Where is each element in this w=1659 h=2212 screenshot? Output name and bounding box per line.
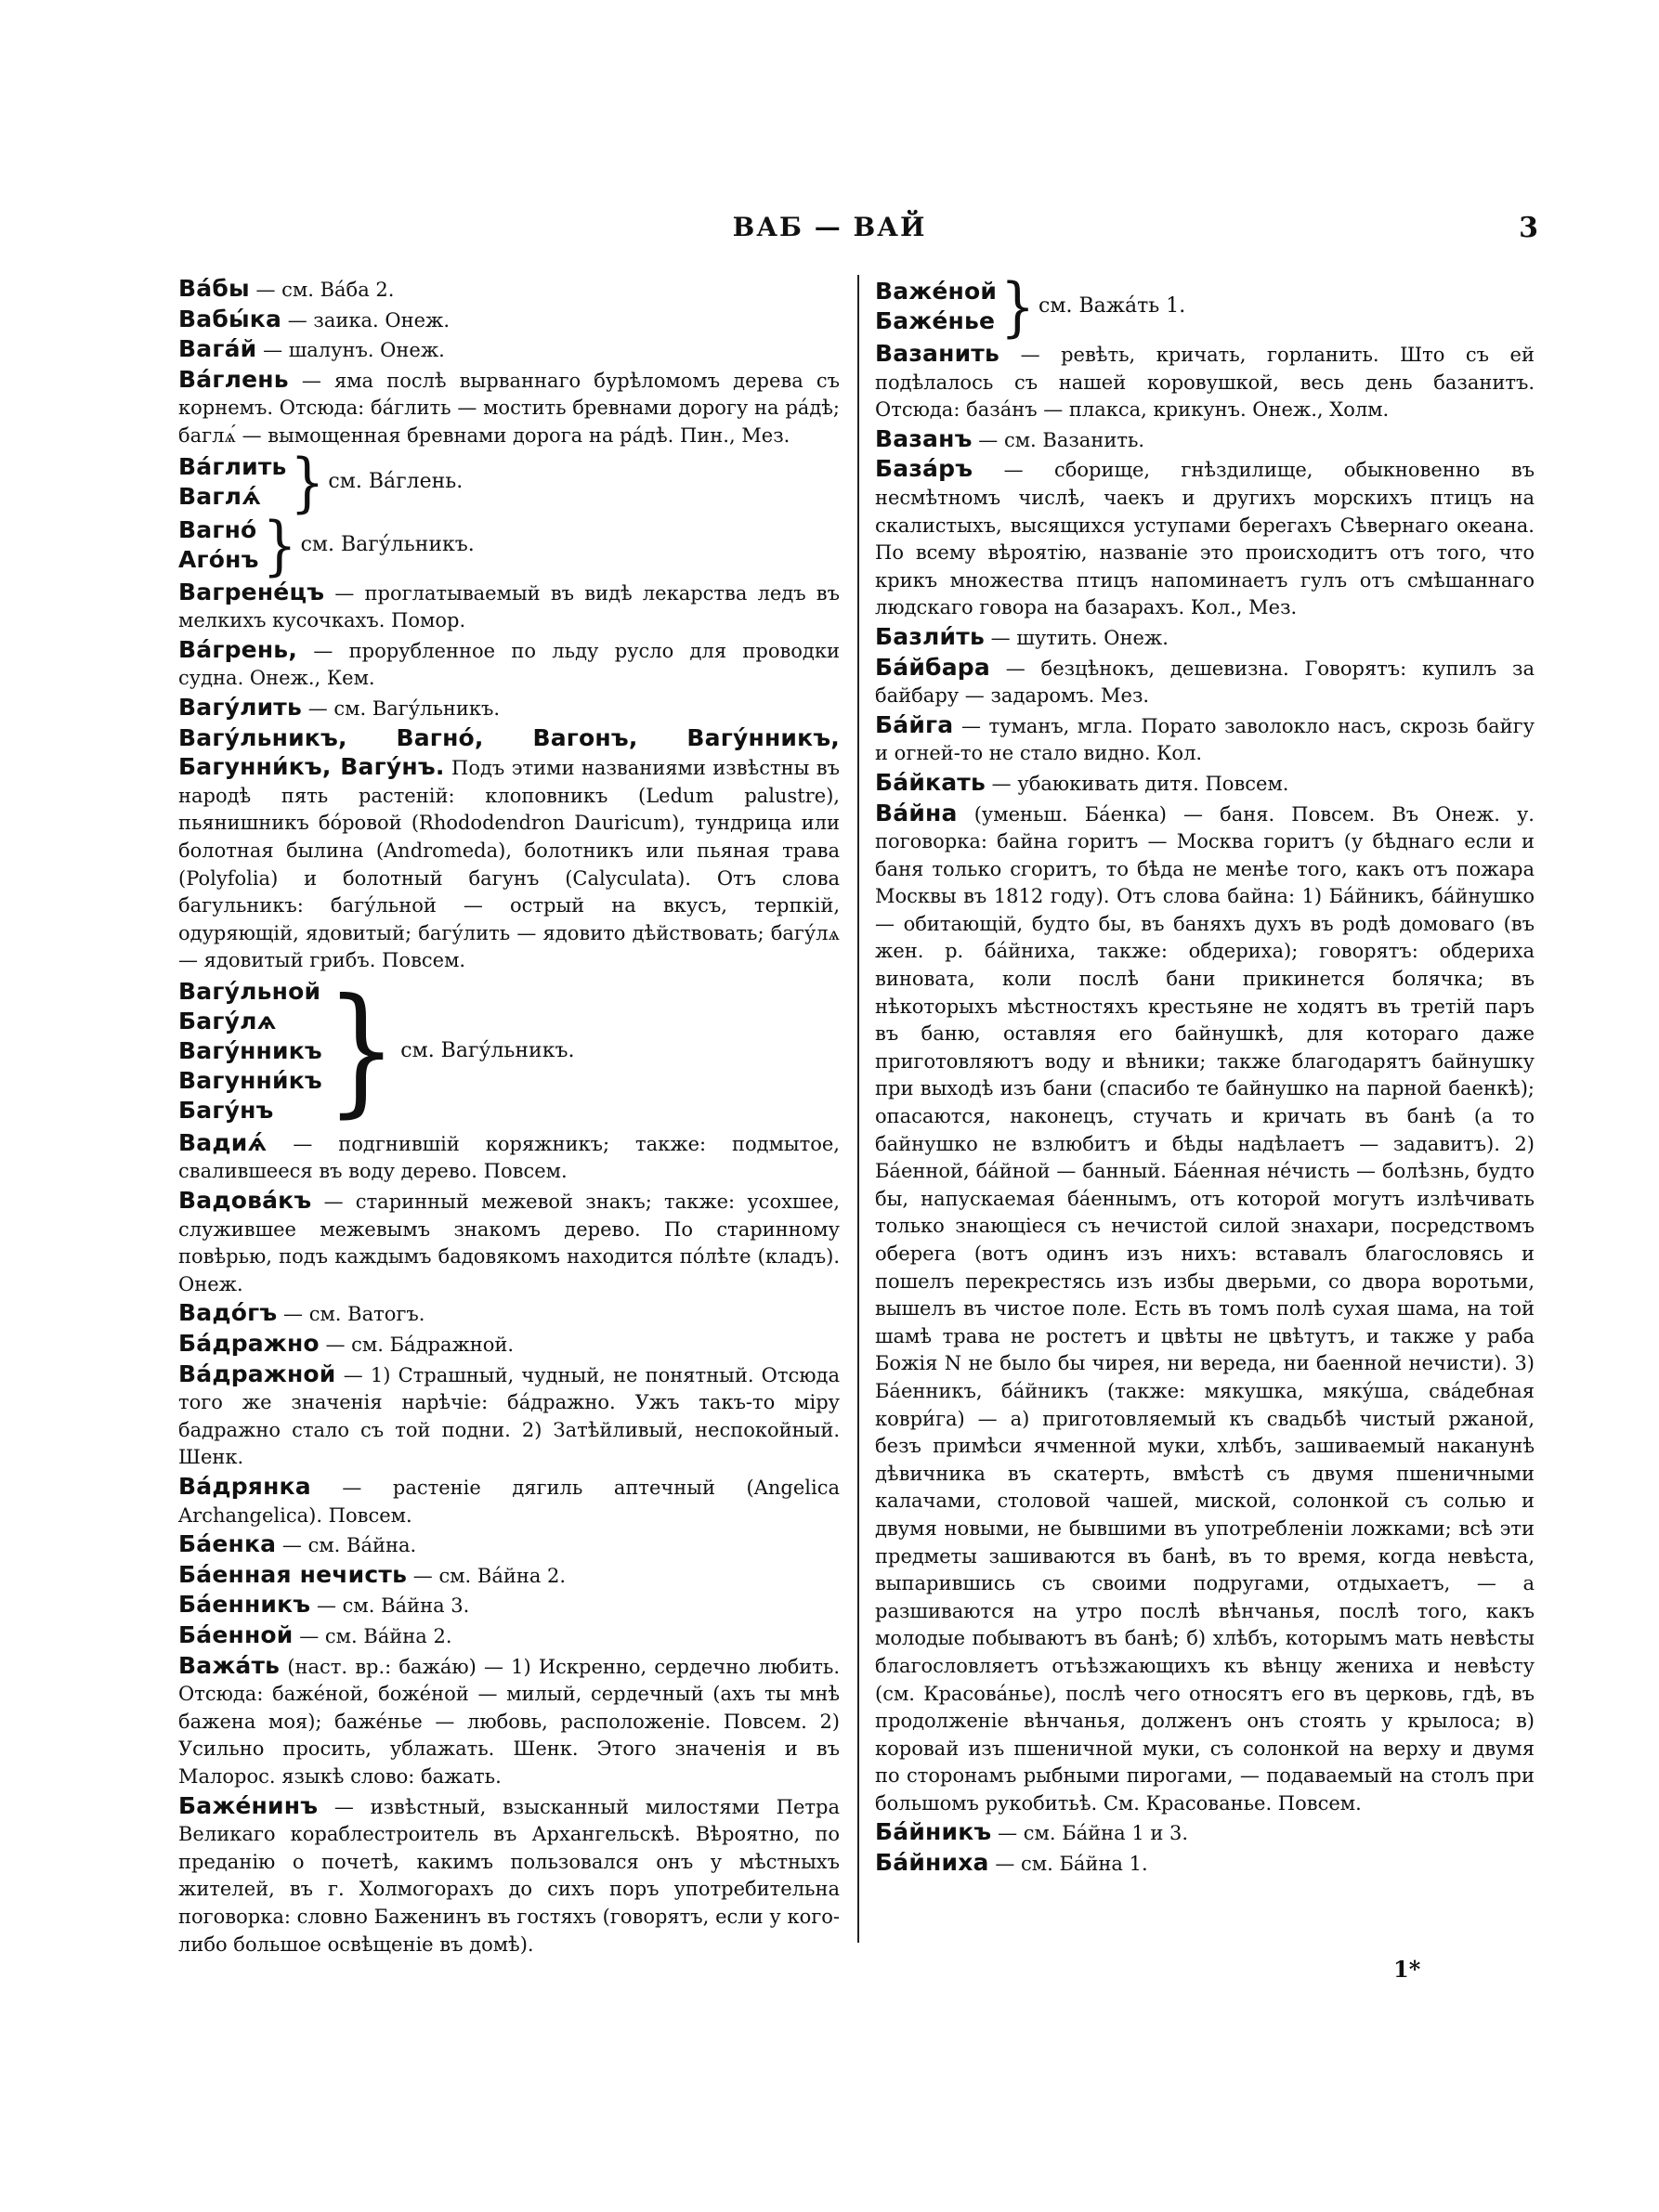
dictionary-entry [178, 1591, 840, 1620]
dictionary-entry [178, 636, 840, 693]
left-column [178, 275, 840, 1959]
definition: — шутить. Онеж. [990, 626, 1169, 649]
definition: — см. Ва́ба 2. [255, 279, 395, 301]
headword: Ва́йна [875, 799, 958, 826]
dictionary-entry [178, 1530, 840, 1560]
dictionary-entry [178, 1792, 840, 1959]
dictionary-entry [875, 800, 1535, 1818]
dictionary-entry [875, 425, 1535, 455]
definition: — убаюкивать дитя. Повсем. [991, 772, 1289, 795]
definition: — см. Ба́йна 1. [995, 1853, 1148, 1876]
headword: Ба́енка [178, 1530, 277, 1558]
dictionary-entry [178, 1187, 840, 1298]
dictionary-entry [178, 579, 840, 635]
page-header [0, 212, 1659, 249]
definition: — см. Ва́йна 2. [412, 1564, 567, 1587]
dictionary-entry [178, 1360, 840, 1472]
headword: Ваглѧ́ [178, 482, 262, 510]
definition: — заика. Онеж. [287, 308, 450, 332]
headword: Аго́нъ [178, 545, 259, 573]
definition: — ревѣть, кричать, горланить. Што съ ей подѣлалось съ нашей коровушкой, весь день базанитъ. Отсюда: база́нъ — плакса, крикунъ. Онеж., Холм. [875, 344, 1535, 422]
headword: Вадо́гъ [178, 1299, 278, 1327]
headword: Баже́нье [875, 307, 996, 334]
definition: — 1) Страшный, чудный, не понятный. Отсюда того же значенія нарѣчіе: ба́дражно. Ужъ такъ-то міру бадражно стало съ той подни. 2) Затѣйливый, неспокойный. Шенк. [178, 1363, 840, 1469]
entry-group [875, 268, 1535, 345]
brace-symbol: } [325, 969, 398, 1132]
brace-symbol: } [1000, 268, 1036, 345]
definition: — подгнившій коряжникъ; также: подмытое, свалившееся въ воду дерево. Повсем. [178, 1132, 840, 1183]
headword: Ба́йга [875, 710, 954, 738]
page-number: 3 [1519, 212, 1538, 244]
entry-group [178, 506, 840, 583]
headword: Ба́енной [178, 1620, 294, 1648]
definition: — см. Ватогъ. [283, 1303, 425, 1326]
definition: — туманъ, мгла. Порато заволокло насъ, скрозь байгу и огней-то не стало видно. Кол. [875, 714, 1535, 765]
column-divider [857, 275, 859, 1943]
headword: Вабы́ка [178, 305, 282, 332]
headword: Вагу́льникъ, Вагно́, Вагонъ, Вагу́нникъ, Багунни́къ, Вагу́нъ. [178, 723, 840, 781]
dictionary-entry [178, 366, 840, 450]
headword: Баже́нинъ [178, 1791, 319, 1819]
dictionary-entry [178, 1473, 840, 1529]
headword: Вадиѧ́ [178, 1128, 268, 1156]
dictionary-entry [875, 654, 1535, 710]
entry-group [178, 969, 840, 1132]
dictionary-entry [875, 769, 1535, 799]
headword: Ва́бы [178, 275, 250, 302]
headword: Ба́енная нечисть [178, 1560, 408, 1588]
definition: (уменьш. Ба́енка) — баня. Повсем. Въ Онеж. у. поговорка: байна горитъ — Москва горитъ (у бѣднаго если и баня только сгоритъ, то бѣда не менѣе того, какъ отъ пожара Москвы въ 1812 году). Отъ слова байна: 1) Ба́йникъ, ба́йнушко — обитающій, будто бы, въ баняхъ духъ въ родѣ домоваго (въ жен. р. ба́йниха, также: обдериха); говорятъ: обдериха виновата, коли послѣ бани прикинется болячка; въ нѣкоторыхъ мѣстностяхъ крестьяне не ходятъ въ третій паръ въ баню, оставляя его байнушкѣ, для котораго даже приготовляютъ воду и вѣники; также благодарятъ байнушку при выходѣ изъ бани (спасибо те байнушко на парной баенкѣ); опасаются, наконецъ, стучать и кричать въ банѣ (а то байнушко не взлюбитъ и бѣды надѣлаетъ — задавитъ). 2) Ба́енной, ба́йной — банный. Ба́енная не́чисть — болѣзнь, будто бы, напускаемая ба́еннымъ, отъ которой могутъ излѣчивать только знающіеся съ нечистой силой знахари, посредствомъ оберега (вотъ одинъ изъ нихъ: вставалъ благословясь и пошелъ перекрестясь изъ избы дверьми, со двора воротьми, вышелъ въ чистое поле. Есть въ томъ полѣ сухая шама, на той шамѣ трава не ростетъ и цвѣты не цвѣтутъ, и также у раба Божія N не было бы чирея, ни вереда, ни баенной нечисти). 3) Ба́енникъ, ба́йникъ (также: мякушка, мяку́ша, сва́дебная коври́га) — а) приготовляемый къ свадьбѣ чистый ржаной, безъ примѣси ячменной муки, хлѣбъ, зашиваемый наканунѣ дѣвичника въ скатерть, вмѣстѣ съ двумя пшеничными калачами, столовой чашей, миской, солонкой съ солью и двумя новыми, не бывшими въ употребленіи ложками; всѣ эти предметы зашиваются въ банѣ, въ то время, когда невѣста, выпарившись съ своими подругами, отдыхаетъ, — а разшиваются на утро послѣ вѣнчанья, послѣ того, какъ молодые побываютъ въ банѣ; б) хлѣбъ, которымъ мать невѣсты благословляетъ отъѣзжающихъ къ вѣнцу жениха и невѣсту (см. Красова́нье), послѣ чего относятъ его въ церковь, гдѣ, въ продолженіе вѣнчанья, долженъ онъ стоять у крылоса; в) коровай изъ пшеничной муки, съ солонкой на верху и двумя по сторонамъ рыбными пирогами, — подаваемый на столъ при большомъ рукобитьѣ. См. Красованье. Повсем. [875, 802, 1535, 1815]
definition: — шалунъ. Онеж. [263, 339, 445, 362]
dictionary-entry [178, 1652, 840, 1791]
dictionary-entry [875, 340, 1535, 424]
cross-reference: см. Ва́глень. [328, 469, 464, 493]
headword: Ба́йбара [875, 653, 990, 681]
definition: — яма послѣ вырваннаго бурѣломомъ дерева съ корнемъ. Отсюда: ба́глить — мостить бревнами дорогу на ра́дѣ; баглѧ́ — вымощенная бревнами дорога на ра́дѣ. Пин., Мез. [178, 369, 840, 447]
headword: Ба́йникъ [875, 1818, 992, 1846]
headword: Ва́глень [178, 365, 289, 393]
entry-group [178, 443, 840, 520]
dictionary-entry [178, 1561, 840, 1591]
headword: Ба́йниха [875, 1849, 989, 1877]
headword: Ва́дрянка [178, 1473, 311, 1500]
definition: — проглатываемый въ видѣ лекарства ледъ въ мелкихъ кусочкахъ. Помор. [178, 581, 840, 632]
headword: База́ръ [875, 455, 973, 483]
definition: — безцѣнокъ, дешевизна. Говорятъ: купилъ за байбару — задаромъ. Мез. [875, 657, 1535, 708]
definition: — см. Вазанить. [978, 428, 1145, 451]
brace-symbol: } [262, 506, 297, 583]
definition: (наст. вр.: бажа́ю) — 1) Искренно, сердечно любить. Отсюда: баже́ной, боже́ной — милый, сердечный (ахъ ты мнѣ бажена моя); баже́нье — любовь, расположеніе. Повсем. 2) Усильно просить, ублажать. Шенк. Этого значенія и въ Малорос. языкѣ слово: бажать. [178, 1655, 840, 1788]
headword: Ба́енникъ [178, 1591, 311, 1619]
definition: — см. Вагу́льникъ. [307, 696, 501, 720]
dictionary-entry [875, 1849, 1535, 1879]
headword: Вага́й [178, 335, 257, 363]
headword: Вагунни́къ [178, 1066, 322, 1094]
definition: Подъ этими названиями извѣстны въ народѣ пять растеній: клоповникъ (Ledum palustre), пьянишникъ бо́ровой (Rhododendron Dauricum), тундрица или болотная былина (Andromeda), болотникъ или пьяная трава (Polyfolia) и болотный багунъ (Calyculata). Отъ слова багульникъ: багу́льной — острый на вкусъ, терпкій, одуряющій, ядовитый; багу́лить — ядовито дѣйствовать; багу́лѧ — ядовитый грибъ. Повсем. [178, 757, 840, 972]
definition: — см. Ва́йна. [281, 1534, 417, 1557]
dictionary-entry [178, 306, 840, 335]
running-head: ВАБ — ВАЙ [732, 212, 927, 242]
headword: Вагрене́цъ [178, 578, 325, 605]
cross-reference: см. Вагу́льникъ. [300, 532, 475, 556]
headword: Вазанить [875, 340, 1000, 367]
dictionary-entry [875, 455, 1535, 622]
right-column [875, 268, 1535, 1880]
headword: Багу́нъ [178, 1096, 274, 1124]
headword: Важе́ной [875, 278, 998, 305]
dictionary-entry [178, 1621, 840, 1651]
headword: Вагу́нникъ [178, 1036, 322, 1064]
definition: — растеніе дягиль аптечный (Angelica Archangelica). Повсем. [178, 1477, 840, 1527]
dictionary-entry [875, 711, 1535, 768]
dictionary-entry [178, 694, 840, 723]
headword: Важа́ть [178, 1651, 281, 1679]
brace-symbol: } [290, 443, 325, 520]
cross-reference: см. Важа́ть 1. [1039, 294, 1186, 319]
headword: Вазанъ [875, 424, 973, 452]
definition: — см. Ба́йна 1 и 3. [998, 1822, 1189, 1845]
headword: Вагно́ [178, 515, 257, 543]
headword: Ва́грень, [178, 635, 298, 663]
headword: Ба́дражно [178, 1330, 320, 1358]
definition: — старинный межевой знакъ; также: усохшее, служившее межевымъ знакомъ дерево. По старинному повѣрью, подъ каждымъ бадовякомъ находится по́лѣте (кладъ). Онеж. [178, 1191, 840, 1295]
dictionary-entry [178, 1299, 840, 1329]
signature-mark: 1* [1393, 1956, 1421, 1983]
dictionary-entry [178, 275, 840, 305]
headword: Ва́глить [178, 452, 287, 480]
definition: — см. Ва́йна 3. [317, 1594, 470, 1618]
headword: Вагу́лить [178, 693, 303, 721]
cross-reference: см. Вагу́льникъ. [400, 1039, 575, 1063]
headword: Ба́йкать [875, 768, 986, 796]
headword: Вагу́льной [178, 977, 321, 1005]
dictionary-entry [178, 335, 840, 365]
headword: Ва́дражной [178, 1360, 336, 1387]
dictionary-entry [178, 724, 840, 975]
headword: Базли́ть [875, 622, 985, 650]
dictionary-entry [875, 623, 1535, 653]
dictionary-entry [178, 1129, 840, 1186]
definition: — сборище, гнѣздилище, обыкновенно въ несмѣтномъ числѣ, чаекъ и другихъ морскихъ птицъ на скалистыхъ, высящихся уступами берегахъ Сѣвернаго океана. По всему вѣроятію, названіе это происходитъ отъ того, что крикъ множества птицъ напоминаетъ гулъ отъ смѣшаннаго людскаго говора на базарахъ. Кол., Мез. [875, 459, 1535, 619]
headword: Вадова́къ [178, 1187, 312, 1215]
definition: — см. Ва́йна 2. [299, 1624, 452, 1647]
headword: Багу́лѧ [178, 1007, 277, 1034]
definition: — извѣстный, взысканный милостями Петра Великаго кораблестроитель въ Архангельскѣ. Вѣроятно, по преданію о почетѣ, какимъ пользовался онъ у мѣстныхъ жителей, въ г. Холмогорахъ до сихъ поръ употребительна поговорка: словно Баженинъ въ гостяхъ (говорятъ, если у кого-либо большое освѣщеніе въ домѣ). [178, 1795, 840, 1956]
dictionary-entry [178, 1330, 840, 1360]
definition: — см. Ба́дражной. [325, 1334, 515, 1357]
dictionary-entry [875, 1818, 1535, 1848]
definition: — прорубленное по льду русло для проводки судна. Онеж., Кем. [178, 639, 840, 690]
